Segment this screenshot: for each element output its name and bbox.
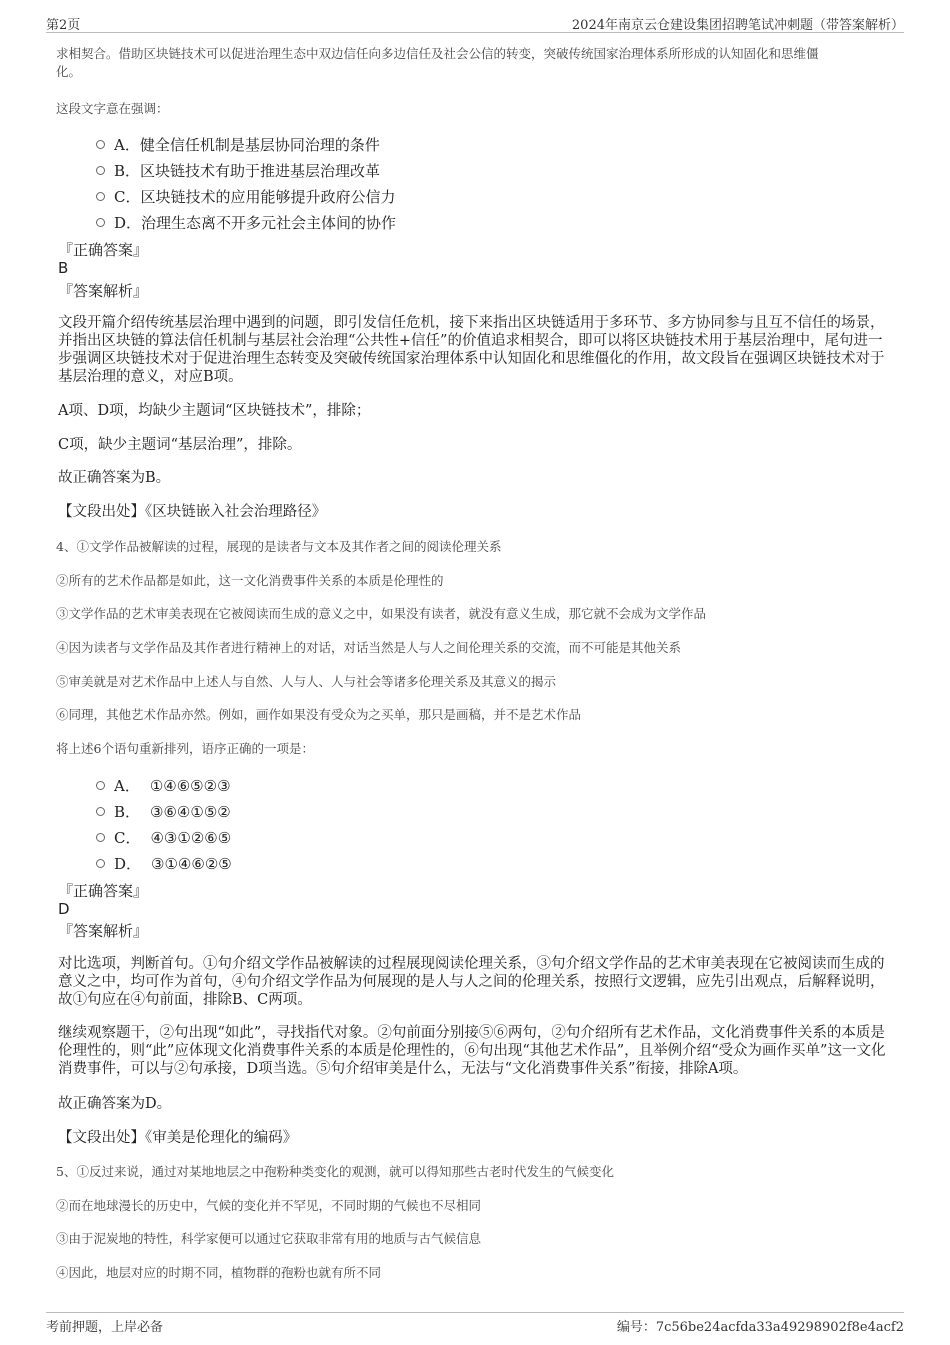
q4-sentence-2: ②所有的艺术作品都是如此，这一文化消费事件关系的本质是伦理性的: [56, 573, 444, 588]
document-title: 2024年南京云仓建设集团招聘笔试冲刺题（带答案解析）: [571, 18, 904, 33]
q4-option-c[interactable]: [96, 827, 231, 848]
radio-icon[interactable]: [96, 140, 105, 149]
q4-sentence-4: ④因为读者与文学作品及其作者进行精神上的对话，对话当然是人与人之间伦理关系的交流，而不可能是其他关系: [56, 640, 682, 655]
q4-option-a-letter: A．: [114, 777, 140, 795]
q3-option-b[interactable]: [96, 160, 380, 181]
q5-sentence-1: 5、①反过来说，通过对某地地层之中孢粉种类变化的观测，就可以得知那些古老时代发生的气候变化: [56, 1164, 614, 1179]
q3-analysis-label: 『答案解析』: [58, 282, 149, 300]
q3-stem-line-1: 求相契合。借助区块链技术可以促进治理生态中双边信任向多边信任及社会公信的转变，突破传统国家治理体系所形成的认知固化和思维僵: [56, 46, 819, 61]
q4-analysis-label: 『答案解析』: [58, 922, 149, 940]
q4-option-d-text: ③①④⑥②⑤: [151, 854, 232, 873]
radio-icon[interactable]: [96, 859, 105, 868]
q4-sentence-1: 4、①文学作品被解读的过程，展现的是读者与文本及其作者之间的阅读伦理关系: [56, 539, 502, 554]
q3-option-a[interactable]: [96, 134, 380, 155]
q4-sentence-6: ⑥同理，其他艺术作品亦然。例如，画作如果没有受众为之买单，那只是画稿，并不是艺术作品: [56, 707, 582, 722]
radio-icon[interactable]: [96, 833, 105, 842]
q4-option-c-text: ④③①②⑥⑤: [150, 828, 232, 847]
q4-option-c-letter: C．: [114, 829, 141, 847]
q3-option-d[interactable]: [96, 212, 396, 233]
q3-stem-line-2: 化。: [56, 64, 82, 79]
q5-sentence-3: ③由于泥炭地的特性，科学家便可以通过它获取非常有用的地质与古气候信息: [56, 1231, 482, 1246]
q4-source: 【文段出处】《审美是伦理化的编码》: [58, 1130, 298, 1146]
page-footer: [46, 1312, 904, 1338]
radio-icon[interactable]: [96, 218, 105, 227]
q3-analysis-p3: C项，缺少主题词“基层治理”，排除。: [58, 437, 302, 453]
q3-prompt: 这段文字意在强调：: [56, 101, 169, 116]
radio-icon[interactable]: [96, 781, 105, 790]
q4-sentence-3: ③文学作品的艺术审美表现在它被阅读而生成的意义之中，如果没有读者，就没有意义生成，那它就不会成为文学作品: [56, 606, 707, 621]
q5-sentence-4: ④因此，地层对应的时期不同，植物群的孢粉也就有所不同: [56, 1265, 382, 1280]
page-header: [46, 14, 904, 33]
radio-icon[interactable]: [96, 166, 105, 175]
q4-option-b[interactable]: [96, 801, 231, 822]
q4-sentence-5: ⑤审美就是对艺术作品中上述人与自然、人与人、人与社会等诸多伦理关系及其意义的揭示: [56, 674, 557, 689]
q3-answer-label: 『正确答案』: [58, 241, 149, 259]
q4-option-a[interactable]: [96, 775, 231, 796]
q4-option-b-letter: B．: [114, 803, 141, 821]
q3-option-a-letter: A．: [114, 136, 140, 154]
q3-option-d-text: 治理生态离不开多元社会主体间的协作: [141, 214, 397, 232]
q3-option-b-text: 区块链技术有助于推进基层治理改革: [140, 162, 381, 180]
q3-option-c-letter: C．: [114, 188, 141, 206]
q4-option-d[interactable]: [96, 853, 232, 874]
q4-analysis-p1: 对比选项，判断首句。①句介绍文学作品被解读的过程展现阅读伦理关系，③句介绍文学作品的艺术审美表现在它被阅读而生成的意义之中，均可作为首句，④句介绍文学作品为何展现的是人与人之间的伦理关系，按照行文逻辑，应先引出观点，后解释说明，故①句应在④句前面，排除B、C两项。: [58, 956, 885, 1008]
q4-analysis-p3: 故正确答案为D。: [58, 1096, 172, 1112]
radio-icon[interactable]: [96, 807, 105, 816]
q4-answer: D: [58, 900, 70, 918]
q3-option-d-letter: D．: [114, 214, 142, 232]
q3-option-b-letter: B．: [114, 162, 141, 180]
q3-stem-tail: [56, 45, 896, 81]
q4-option-b-text: ③⑥④①⑤②: [150, 802, 231, 821]
footer-doc-id: 编号：7c56be24acfda33a49298902f8e4acf2: [616, 1320, 904, 1335]
q4-option-a-text: ①④⑥⑤②③: [149, 776, 231, 795]
q5-sentence-2: ②而在地球漫长的历史中，气候的变化并不罕见，不同时期的气候也不尽相同: [56, 1198, 482, 1213]
q4-analysis-p2: 继续观察题干，②句出现“如此”，寻找指代对象。②句前面分别接⑤⑥两句，②句介绍所有艺术作品，文化消费事件关系的本质是伦理性的，则“此”应体现文化消费事件关系的本质是伦理性的，⑥句出现“其他艺术作品”，且举例介绍“受众为画作买单”这一文化消费事件，可以与②句承接，D项当选。⑤句介绍审美是什么，无法与“文化消费事件关系”衔接，排除A项。: [58, 1025, 886, 1077]
q4-option-d-letter: D．: [114, 855, 142, 873]
footer-slogan: 考前押题，上岸必备: [46, 1320, 164, 1335]
q3-answer: B: [58, 259, 69, 277]
q3-analysis-p1: 文段开篇介绍传统基层治理中遇到的问题，即引发信任危机，接下来指出区块链适用于多环节、多方协同参与且互不信任的场景，并指出区块链的算法信任机制与基层社会治理“公共性+信任”的价值追求相契合，即可以将区块链技术用于基层治理中，尾句进一步强调区块链技术对于促进治理生态转变及突破传统国家治理体系中认知固化和思维僵化的作用，故文段旨在强调区块链技术对于基层治理的意义，对应B项。: [58, 315, 885, 385]
radio-icon[interactable]: [96, 192, 105, 201]
q3-option-c[interactable]: [96, 186, 396, 207]
q3-analysis-p4: 故正确答案为B。: [58, 470, 171, 486]
q4-prompt: 将上述6个语句重新排列，语序正确的一项是：: [56, 741, 314, 756]
q4-answer-label: 『正确答案』: [58, 882, 149, 900]
q3-option-a-text: 健全信任机制是基层协同治理的条件: [139, 136, 380, 154]
q3-option-c-text: 区块链技术的应用能够提升政府公信力: [140, 188, 396, 206]
page-number: 第2页: [46, 18, 81, 33]
q3-source: 【文段出处】《区块链嵌入社会治理路径》: [58, 504, 327, 520]
q3-analysis-p2: A项、D项，均缺少主题词“区块链技术”，排除；: [58, 403, 371, 419]
